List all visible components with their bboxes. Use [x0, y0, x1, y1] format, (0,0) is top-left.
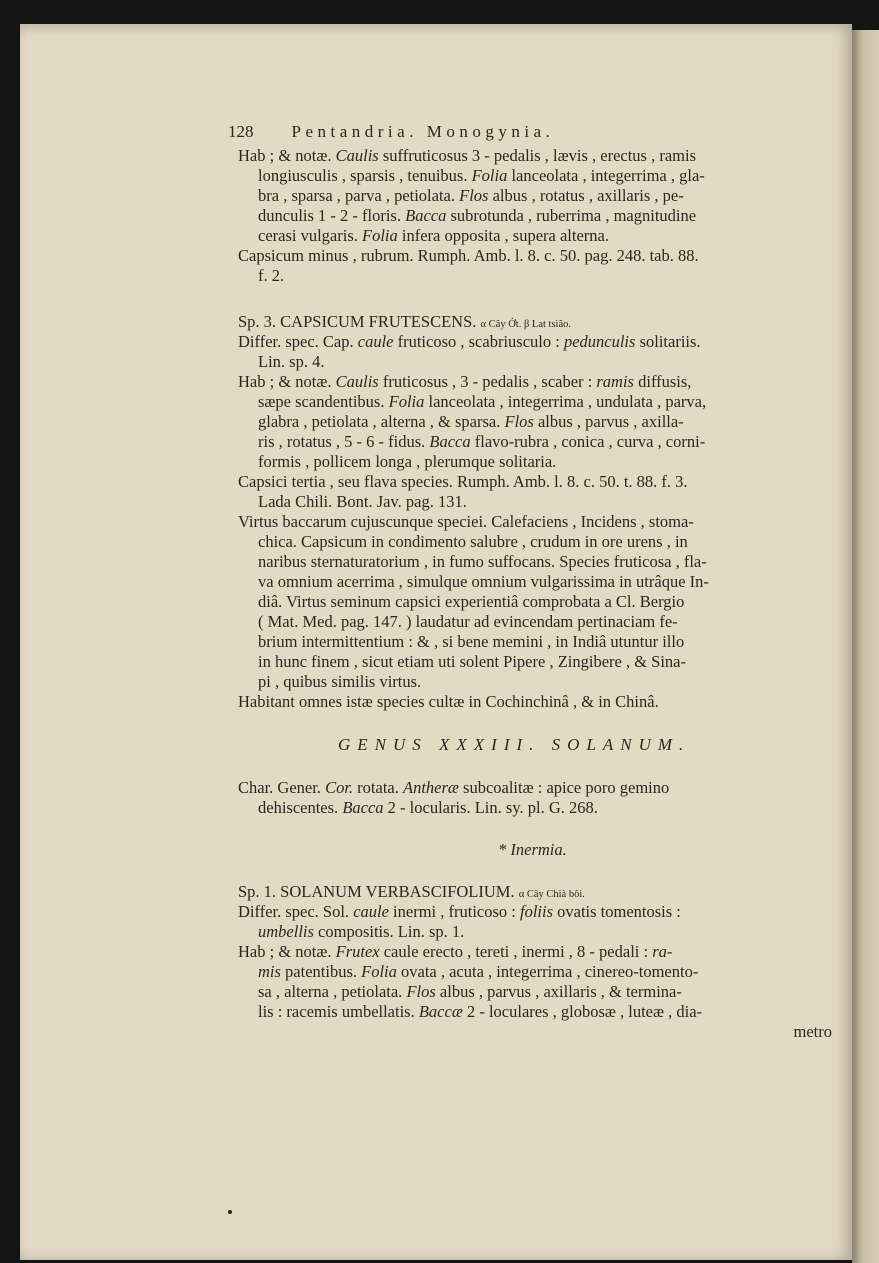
genus-character [238, 778, 838, 818]
text-line: dunculis 1 - 2 - floris. Bacca subrotunda , ruberrima , magnitudine [258, 206, 697, 225]
text-line: in hunc finem , sicut etiam uti solent Pipere , Zingibere , & Sina- [258, 652, 686, 671]
running-header [228, 118, 838, 146]
text-line: pi , quibus similis virtus. [258, 672, 422, 691]
text-line: Lin. sp. 4. [258, 352, 325, 371]
text-line: glabra , petiolata , alterna , & sparsa. Flos albus , parvus , axilla- [258, 412, 684, 431]
text-line: sæpe scandentibus. Folia lanceolata , integerrima , undulata , parva, [258, 392, 707, 411]
text-line: Capsici tertia , seu flava species. Rumph. Amb. l. 8. c. 50. t. 88. f. 3. [238, 472, 688, 491]
text-line: dehiscentes. Bacca 2 - locularis. Lin. sy. pl. G. 268. [258, 798, 598, 817]
text-line: bra , sparsa , parva , petiolata. Flos albus , rotatus , axillaris , pe- [258, 186, 684, 205]
text-line: ( Mat. Med. pag. 147. ) laudatur ad evincendam pertinaciam fe- [258, 612, 678, 631]
catchword: metro [793, 1022, 832, 1041]
text-line: Hab ; & notæ. Caulis fruticosus , 3 - pedalis , scaber : ramis diffusis, [238, 372, 692, 391]
running-title: Pentandria. Monogynia. [291, 122, 555, 141]
page-text [228, 118, 838, 1042]
page-number: 128 [228, 122, 254, 141]
text-line: ris , rotatus , 5 - 6 - fidus. Bacca flavo-rubra , conica , curva , corni- [258, 432, 706, 451]
text-line: diâ. Virtus seminum capsici experientiâ comprobata a Cl. Bergio [258, 592, 685, 611]
text-line: Hab ; & notæ. Frutex caule erecto , tereti , inermi , 8 - pedali : ra- [238, 942, 673, 961]
text-line: Lada Chili. Bont. Jav. pag. 131. [258, 492, 467, 511]
ink-speck [228, 1210, 232, 1214]
text-line: f. 2. [258, 266, 285, 285]
text-line: Char. Gener. Cor. rotata. Antheræ subcoalitæ : apice poro gemino [238, 778, 670, 797]
text-line: Differ. spec. Sol. caule inermi , fruticoso : foliis ovatis tomentosis : [238, 902, 681, 921]
vernacular-name: α Cây Chià bôi. [518, 889, 585, 900]
text-line: sa , alterna , petiolata. Flos albus , parvus , axillaris , & termina- [258, 982, 682, 1001]
vernacular-name: α Cây Ớt. β Lat tsião. [480, 319, 571, 330]
text-line: va omnium acerrima , simulque omnium vulgarissima in utrâque In- [258, 572, 709, 591]
species-title: Sp. 3. CAPSICUM FRUTESCENS. α Cây Ớt. β Lat tsião. [238, 312, 571, 331]
species-title: Sp. 1. SOLANUM VERBASCIFOLIUM. α Cây Chià bôi. [238, 882, 585, 901]
text-line: Capsicum minus , rubrum. Rumph. Amb. l. 8. c. 50. pag. 248. tab. 88. [238, 246, 699, 265]
text-line: umbellis compositis. Lin. sp. 1. [258, 922, 465, 941]
species-entry-capsicum-frutescens [238, 312, 838, 712]
text-line: cerasi vulgaris. Folia infera opposita , supera alterna. [258, 226, 609, 245]
text-line: longiusculis , sparsis , tenuibus. Folia lanceolata , integerrima , gla- [258, 166, 705, 185]
page-edge [852, 30, 879, 1263]
text-line: Hab ; & notæ. Caulis suffruticosus 3 - pedalis , lævis , erectus , ramis [238, 146, 697, 165]
text-line: Differ. spec. Cap. caule fruticoso , scabriusculo : pedunculis solitariis. [238, 332, 701, 351]
text-line: lis : racemis umbellatis. Baccæ 2 - loculares , globosæ , luteæ , dia- [258, 1002, 703, 1021]
text-line: naribus sternaturatorium , in fumo suffocans. Species fruticosa , fla- [258, 552, 707, 571]
text-line: mis patentibus. Folia ovata , acuta , integerrima , cinereo-tomento- [258, 962, 699, 981]
subsection-heading: * Inermia. [498, 840, 567, 859]
text-line: formis , pollicem longa , plerumque solitaria. [258, 452, 557, 471]
text-line: brium intermittentium : & , si bene memini , in Indiâ utuntur illo [258, 632, 685, 651]
text-line: chica. Capsicum in condimento salubre , crudum in ore urens , in [258, 532, 688, 551]
text-line: Virtus baccarum cujuscunque speciei. Calefaciens , Incidens , stoma- [238, 512, 694, 531]
capsicum-minus-description [238, 146, 838, 286]
genus-heading: GENUS XXXIII. SOLANUM. [338, 735, 691, 754]
species-entry-solanum-verbascifolium [238, 882, 838, 1042]
text-line: Habitant omnes istæ species cultæ in Cochinchinâ , & in Chinâ. [238, 692, 659, 711]
